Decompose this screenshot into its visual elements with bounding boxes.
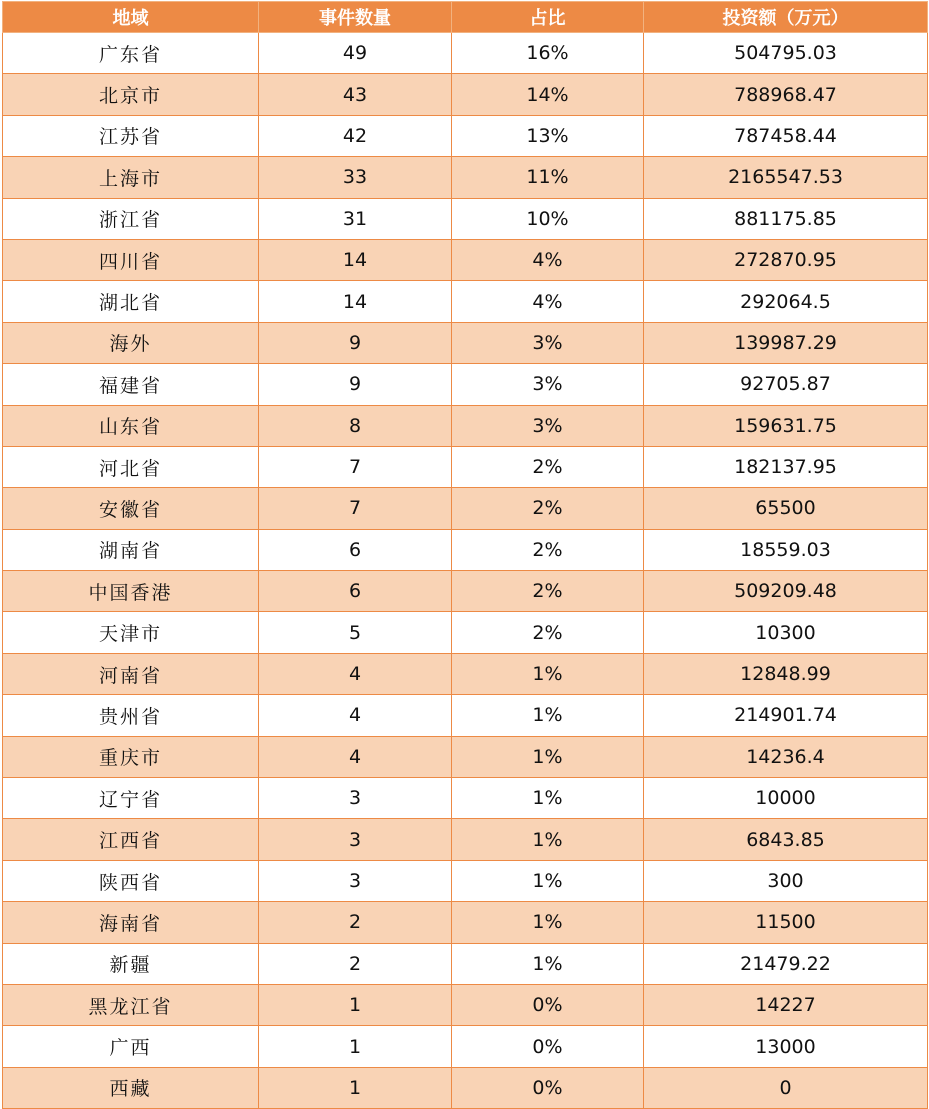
cell-share: 3% — [452, 364, 644, 405]
cell-region: 辽宁省 — [3, 778, 259, 819]
table-row — [3, 984, 928, 1025]
cell-event-count: 4 — [259, 695, 452, 736]
cell-share: 1% — [452, 902, 644, 943]
cell-share: 3% — [452, 322, 644, 363]
cell-event-count: 7 — [259, 488, 452, 529]
cell-event-count: 6 — [259, 529, 452, 570]
cell-region: 广东省 — [3, 33, 259, 74]
cell-investment-amount: 14227 — [644, 984, 928, 1025]
cell-share: 2% — [452, 612, 644, 653]
cell-event-count: 14 — [259, 239, 452, 280]
cell-share: 1% — [452, 778, 644, 819]
cell-event-count: 3 — [259, 860, 452, 901]
table-row — [3, 364, 928, 405]
cell-share: 2% — [452, 529, 644, 570]
cell-share: 1% — [452, 819, 644, 860]
cell-share: 1% — [452, 653, 644, 694]
cell-investment-amount: 787458.44 — [644, 115, 928, 156]
cell-investment-amount: 159631.75 — [644, 405, 928, 446]
cell-event-count: 2 — [259, 943, 452, 984]
cell-investment-amount: 21479.22 — [644, 943, 928, 984]
cell-investment-amount: 881175.85 — [644, 198, 928, 239]
table-row — [3, 1067, 928, 1108]
cell-region: 陕西省 — [3, 860, 259, 901]
cell-share: 0% — [452, 1026, 644, 1067]
cell-event-count: 1 — [259, 984, 452, 1025]
table-header — [3, 2, 928, 33]
cell-region: 广西 — [3, 1026, 259, 1067]
cell-investment-amount: 272870.95 — [644, 239, 928, 280]
cell-share: 16% — [452, 33, 644, 74]
cell-region: 四川省 — [3, 239, 259, 280]
table-row — [3, 902, 928, 943]
region-investment-table-container — [2, 1, 927, 1105]
region-investment-table — [2, 1, 928, 1109]
cell-region: 贵州省 — [3, 695, 259, 736]
cell-region: 重庆市 — [3, 736, 259, 777]
cell-event-count: 49 — [259, 33, 452, 74]
cell-investment-amount: 65500 — [644, 488, 928, 529]
cell-region: 福建省 — [3, 364, 259, 405]
cell-share: 14% — [452, 74, 644, 115]
cell-region: 江苏省 — [3, 115, 259, 156]
table-row — [3, 571, 928, 612]
header-region: 地域 — [3, 2, 259, 33]
cell-event-count: 8 — [259, 405, 452, 446]
cell-investment-amount: 6843.85 — [644, 819, 928, 860]
cell-region: 河南省 — [3, 653, 259, 694]
cell-investment-amount: 139987.29 — [644, 322, 928, 363]
cell-event-count: 42 — [259, 115, 452, 156]
cell-event-count: 4 — [259, 736, 452, 777]
cell-share: 4% — [452, 281, 644, 322]
table-row — [3, 1026, 928, 1067]
cell-event-count: 43 — [259, 74, 452, 115]
table-row — [3, 943, 928, 984]
table-row — [3, 529, 928, 570]
cell-share: 10% — [452, 198, 644, 239]
cell-share: 1% — [452, 860, 644, 901]
table-row — [3, 612, 928, 653]
cell-event-count: 9 — [259, 364, 452, 405]
header-event-count: 事件数量 — [259, 2, 452, 33]
table-row — [3, 778, 928, 819]
table-row — [3, 860, 928, 901]
cell-share: 0% — [452, 1067, 644, 1108]
cell-region: 黑龙江省 — [3, 984, 259, 1025]
cell-investment-amount: 0 — [644, 1067, 928, 1108]
cell-region: 安徽省 — [3, 488, 259, 529]
cell-share: 4% — [452, 239, 644, 280]
table-row — [3, 322, 928, 363]
cell-investment-amount: 11500 — [644, 902, 928, 943]
cell-region: 新疆 — [3, 943, 259, 984]
cell-region: 浙江省 — [3, 198, 259, 239]
cell-event-count: 3 — [259, 819, 452, 860]
table-row — [3, 695, 928, 736]
table-row — [3, 281, 928, 322]
cell-event-count: 5 — [259, 612, 452, 653]
table-row — [3, 157, 928, 198]
cell-event-count: 6 — [259, 571, 452, 612]
cell-investment-amount: 18559.03 — [644, 529, 928, 570]
cell-region: 北京市 — [3, 74, 259, 115]
cell-region: 山东省 — [3, 405, 259, 446]
table-row — [3, 405, 928, 446]
table-body — [3, 33, 928, 1109]
cell-share: 1% — [452, 695, 644, 736]
cell-event-count: 1 — [259, 1067, 452, 1108]
cell-share: 2% — [452, 446, 644, 487]
cell-share: 3% — [452, 405, 644, 446]
table-row — [3, 736, 928, 777]
table-row — [3, 819, 928, 860]
cell-region: 天津市 — [3, 612, 259, 653]
cell-share: 11% — [452, 157, 644, 198]
table-row — [3, 74, 928, 115]
cell-event-count: 31 — [259, 198, 452, 239]
header-share: 占比 — [452, 2, 644, 33]
cell-share: 2% — [452, 571, 644, 612]
cell-region: 上海市 — [3, 157, 259, 198]
cell-investment-amount: 14236.4 — [644, 736, 928, 777]
cell-event-count: 7 — [259, 446, 452, 487]
cell-region: 江西省 — [3, 819, 259, 860]
cell-investment-amount: 788968.47 — [644, 74, 928, 115]
cell-region: 海南省 — [3, 902, 259, 943]
cell-region: 湖南省 — [3, 529, 259, 570]
table-row — [3, 488, 928, 529]
cell-investment-amount: 509209.48 — [644, 571, 928, 612]
cell-region: 湖北省 — [3, 281, 259, 322]
table-row — [3, 115, 928, 156]
cell-investment-amount: 292064.5 — [644, 281, 928, 322]
cell-event-count: 9 — [259, 322, 452, 363]
header-investment-amount: 投资额（万元） — [644, 2, 928, 33]
cell-event-count: 2 — [259, 902, 452, 943]
cell-event-count: 4 — [259, 653, 452, 694]
cell-investment-amount: 12848.99 — [644, 653, 928, 694]
cell-share: 2% — [452, 488, 644, 529]
cell-share: 1% — [452, 943, 644, 984]
cell-investment-amount: 2165547.53 — [644, 157, 928, 198]
cell-event-count: 1 — [259, 1026, 452, 1067]
cell-region: 海外 — [3, 322, 259, 363]
cell-investment-amount: 504795.03 — [644, 33, 928, 74]
cell-investment-amount: 10300 — [644, 612, 928, 653]
cell-investment-amount: 182137.95 — [644, 446, 928, 487]
cell-event-count: 3 — [259, 778, 452, 819]
cell-share: 1% — [452, 736, 644, 777]
cell-event-count: 14 — [259, 281, 452, 322]
cell-investment-amount: 10000 — [644, 778, 928, 819]
header-row — [3, 2, 928, 33]
cell-region: 河北省 — [3, 446, 259, 487]
table-row — [3, 198, 928, 239]
table-row — [3, 446, 928, 487]
table-row — [3, 653, 928, 694]
cell-region: 西藏 — [3, 1067, 259, 1108]
cell-investment-amount: 300 — [644, 860, 928, 901]
table-row — [3, 239, 928, 280]
cell-investment-amount: 13000 — [644, 1026, 928, 1067]
cell-region: 中国香港 — [3, 571, 259, 612]
cell-share: 0% — [452, 984, 644, 1025]
cell-share: 13% — [452, 115, 644, 156]
cell-investment-amount: 214901.74 — [644, 695, 928, 736]
cell-investment-amount: 92705.87 — [644, 364, 928, 405]
cell-event-count: 33 — [259, 157, 452, 198]
table-row — [3, 33, 928, 74]
